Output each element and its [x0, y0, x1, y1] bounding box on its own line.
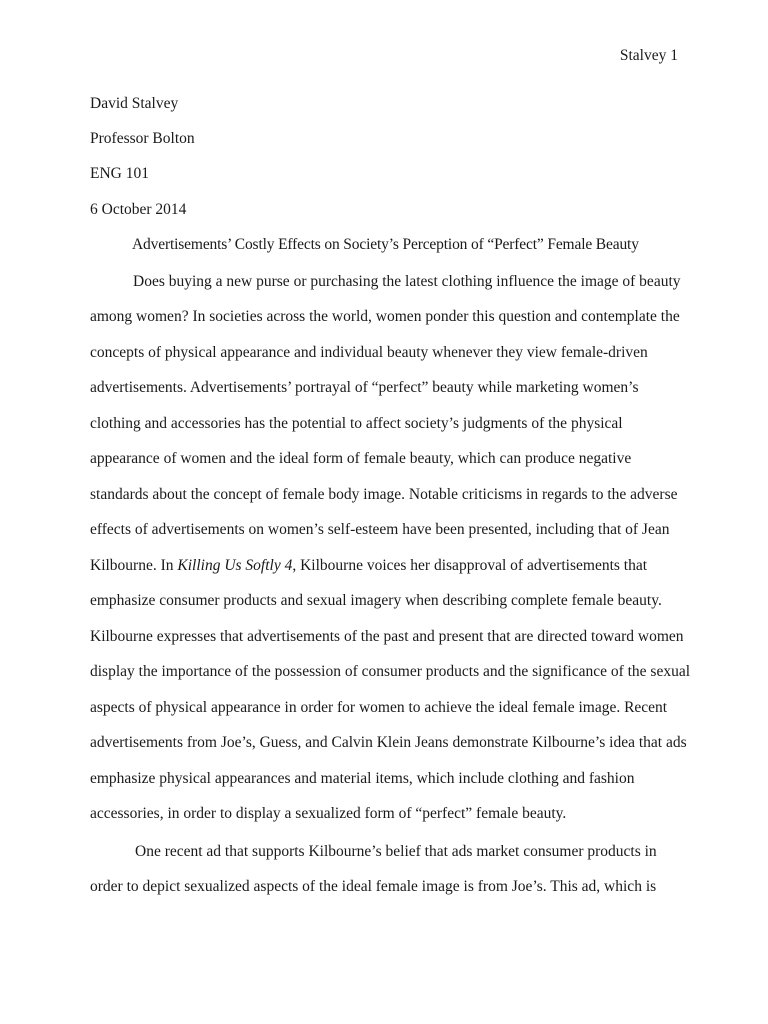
paragraph-line: effects of advertisements on women’s self-esteem have been presented, including that of Jean: [90, 521, 670, 538]
paragraph-line: concepts of physical appearance and individual beauty whenever they view female-driven: [90, 344, 648, 361]
paragraph-line: One recent ad that supports Kilbourne’s belief that ads market consumer products in: [135, 843, 657, 860]
essay-title: Advertisements’ Costly Effects on Society’s Perception of “Perfect” Female Beauty: [132, 236, 639, 253]
paragraph-line: standards about the concept of female body image. Notable criticisms in regards to the adverse: [90, 486, 678, 503]
paragraph-line: emphasize physical appearances and material items, which include clothing and fashion: [90, 770, 635, 787]
paragraph-line: order to depict sexualized aspects of the ideal female image is from Joe’s. This ad, which is: [90, 878, 657, 895]
film-title: Killing Us Softly 4: [177, 557, 293, 574]
paragraph-line: advertisements. Advertisements’ portrayal of “perfect” beauty while marketing women’s: [90, 379, 639, 396]
course-name: ENG 101: [90, 165, 149, 182]
paragraph-line: emphasize consumer products and sexual imagery when describing complete female beauty.: [90, 592, 662, 609]
paragraph-line: [90, 556, 680, 576]
paragraph-line: Does buying a new purse or purchasing the latest clothing influence the image of beauty: [133, 273, 681, 290]
line-text: , Kilbourne voices her disapproval of advertisements that: [292, 557, 648, 574]
paragraph-line: advertisements from Joe’s, Guess, and Calvin Klein Jeans demonstrate Kilbourne’s idea that ads: [90, 734, 687, 751]
paragraph-line: display the importance of the possession of consumer products and the significance of the sexual: [90, 663, 691, 680]
paragraph-line: Kilbourne expresses that advertisements of the past and present that are directed toward women: [90, 628, 684, 645]
essay-date: 6 October 2014: [90, 201, 187, 218]
paragraph-line: appearance of women and the ideal form of female beauty, which can produce negative: [90, 450, 632, 467]
paragraph-line: among women? In societies across the world, women ponder this question and contemplate the: [90, 308, 680, 325]
paragraph-line: clothing and accessories has the potential to affect society’s judgments of the physical: [90, 415, 623, 432]
paragraph-line: accessories, in order to display a sexualized form of “perfect” female beauty.: [90, 805, 567, 822]
page-header: Stalvey 1: [619, 47, 678, 64]
paragraph-line: aspects of physical appearance in order for women to achieve the ideal female image. Recent: [90, 699, 668, 716]
author-name: David Stalvey: [90, 95, 179, 112]
instructor-name: Professor Bolton: [90, 130, 195, 147]
line-text: Kilbourne. In: [90, 557, 178, 574]
